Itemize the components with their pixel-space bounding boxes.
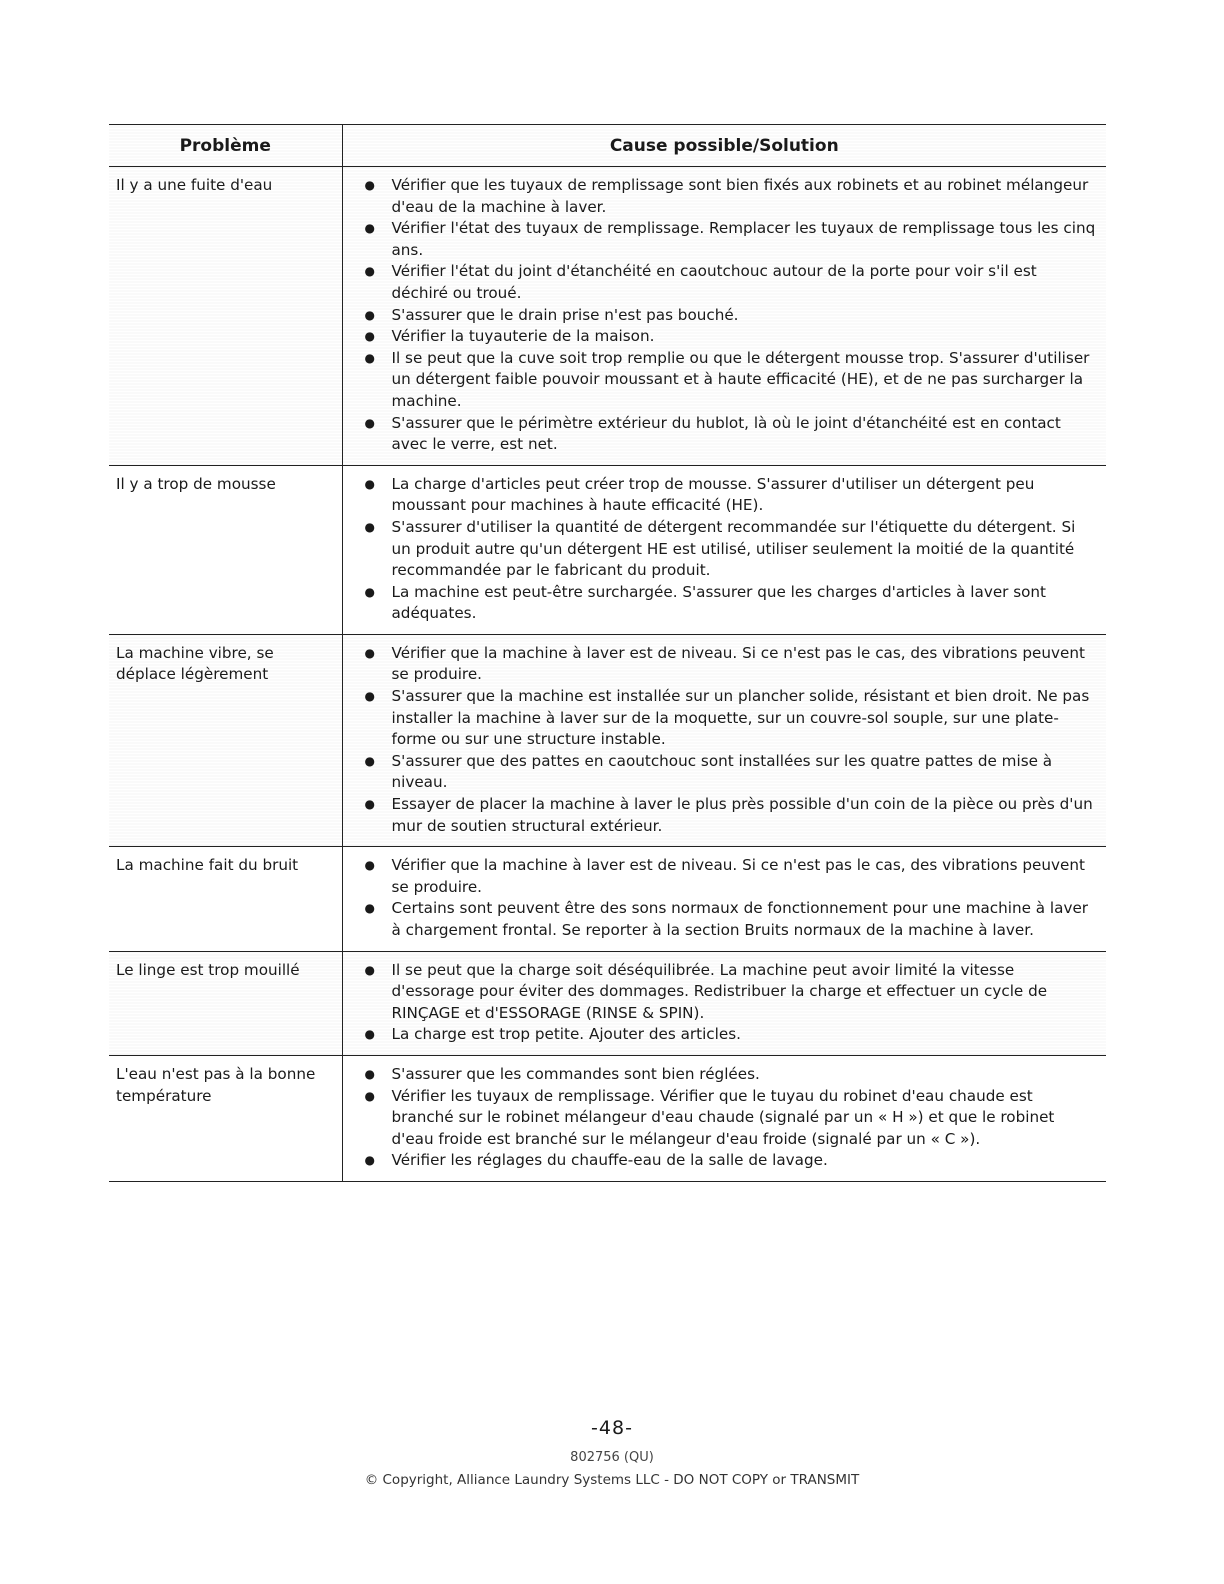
solution-list xyxy=(349,643,1101,837)
table-row xyxy=(109,167,1106,466)
bullet-icon: ● xyxy=(364,753,375,768)
list-item: ● Vérifier que les tuyaux de remplissage sont bien fixés aux robinets et au robinet mélangeur d'eau de la machine à laver. xyxy=(364,176,1089,216)
list-item: ● Certains sont peuvent être des sons normaux de fonctionnement pour une machine à laver à chargement frontal. Se reporter à la section Bruits normaux de la machine à laver. xyxy=(364,899,1089,939)
problem-text: Il y a trop de mousse xyxy=(116,474,276,493)
list-item: ● Vérifier que la machine à laver est de niveau. Si ce n'est pas le cas, des vibrations peuvent se produire. xyxy=(364,856,1085,896)
solution-list xyxy=(349,960,1101,1046)
problem-text: La machine vibre, se déplace légèrement xyxy=(116,643,274,684)
solution-list xyxy=(349,1064,1101,1172)
problem-text: Il y a une fuite d'eau xyxy=(116,176,273,194)
table-header-row xyxy=(109,125,1106,167)
problem-cell xyxy=(109,847,342,951)
list-item: ● Vérifier la tuyauterie de la maison. xyxy=(349,326,1101,348)
solution-cell xyxy=(342,951,1106,1055)
bullet-icon: ● xyxy=(364,1027,375,1042)
bullet-icon: ● xyxy=(364,1066,375,1081)
bullet-icon: ● xyxy=(364,584,375,599)
bullet-icon: ● xyxy=(364,1088,375,1103)
problem-cell xyxy=(109,634,342,846)
list-item: ● Vérifier les tuyaux de remplissage. Vérifier que le tuyau du robinet d'eau chaude est branché sur le robinet mélangeur d'eau chaude (signalé par un « H ») et que le robinet d'eau froide est branché sur le mélangeur d'eau froide (signalé par un « C »). xyxy=(364,1086,1055,1148)
bullet-icon: ● xyxy=(364,519,375,534)
problem-cell xyxy=(109,167,342,466)
list-item: ● S'assurer que les commandes sont bien réglées. xyxy=(349,1064,1101,1086)
solution-cell xyxy=(342,847,1106,951)
list-item: ● Il se peut que la cuve soit trop remplie ou que le détergent mousse trop. S'assurer d'utiliser un détergent faible pouvoir moussant et à haute efficacité (HE), et de ne pas surcharger la machine. xyxy=(364,348,1090,410)
list-item: ● La charge est trop petite. Ajouter des articles. xyxy=(349,1024,1101,1046)
table-row xyxy=(109,465,1106,634)
bullet-icon: ● xyxy=(364,476,375,491)
copyright-notice: © Copyright, Alliance Laundry Systems LLC - DO NOT COPY or TRANSMIT xyxy=(364,1472,860,1488)
header-problem: Problème xyxy=(109,125,342,167)
bullet-icon: ● xyxy=(364,1153,375,1168)
solution-cell xyxy=(342,167,1106,466)
bullet-icon: ● xyxy=(364,901,375,916)
document-number: 802756 (QU) xyxy=(570,1450,654,1465)
list-item: ● Vérifier les réglages du chauffe-eau de la salle de lavage. xyxy=(349,1150,1101,1172)
header-solution: Cause possible/Solution xyxy=(342,125,1106,167)
bullet-icon: ● xyxy=(364,797,375,812)
list-item: ● S'assurer que le périmètre extérieur du hublot, là où le joint d'étanchéité est en contact avec le verre, est net. xyxy=(364,413,1061,454)
problem-cell xyxy=(109,465,342,634)
bullet-icon: ● xyxy=(364,858,375,873)
solution-cell xyxy=(342,465,1106,634)
bullet-icon: ● xyxy=(364,415,375,430)
list-item: ● S'assurer que des pattes en caoutchouc sont installées sur les quatre pattes de mise à niveau. xyxy=(364,751,1053,792)
bullet-icon: ● xyxy=(364,645,375,660)
list-item: ● Il se peut que la charge soit déséquilibrée. La machine peut avoir limité la vitesse d'essorage pour éviter des dommages. Redistribuer la charge et effectuer un cycle de RINÇAGE et d'ESSORAGE (RINSE & SPIN). xyxy=(364,960,1048,1022)
bullet-icon: ● xyxy=(364,221,375,236)
table-row xyxy=(109,634,1106,846)
list-item: ● Essayer de placer la machine à laver le plus près possible d'un coin de la pièce ou près d'un mur de soutien structural extérieur. xyxy=(364,795,1093,835)
list-item: ● S'assurer que le drain prise n'est pas bouché. xyxy=(349,305,1101,327)
table-row xyxy=(109,1055,1106,1181)
bullet-icon: ● xyxy=(364,307,375,322)
troubleshooting-table xyxy=(109,124,1106,1182)
problem-cell xyxy=(109,1055,342,1181)
table-row xyxy=(109,847,1106,951)
list-item: ● La machine est peut-être surchargée. S'assurer que les charges d'articles à laver sont adéquates. xyxy=(364,582,1047,623)
list-item: ● S'assurer que la machine est installée sur un plancher solide, résistant et bien droit. Ne pas installer la machine à laver sur de la moquette, sur un couvre-sol souple, sur une plate-forme ou sur une structure instable. xyxy=(364,687,1090,749)
bullet-icon: ● xyxy=(364,178,375,192)
solution-list xyxy=(349,474,1101,625)
list-item: ● Vérifier que la machine à laver est de niveau. Si ce n'est pas le cas, des vibrations peuvent se produire. xyxy=(364,643,1085,684)
solution-list xyxy=(349,175,1101,456)
page-number: -48- xyxy=(591,1417,633,1439)
solution-cell xyxy=(342,1055,1106,1181)
bullet-icon: ● xyxy=(364,962,375,977)
bullet-icon: ● xyxy=(364,689,375,704)
list-item: ● La charge d'articles peut créer trop de mousse. S'assurer d'utiliser un détergent peu moussant pour machines à haute efficacité (HE). xyxy=(364,474,1035,515)
problem-cell xyxy=(109,951,342,1055)
problem-text: L'eau n'est pas à la bonne température xyxy=(116,1064,316,1105)
solution-list xyxy=(349,855,1101,941)
bullet-icon: ● xyxy=(364,350,375,365)
list-item: ● Vérifier l'état du joint d'étanchéité en caoutchouc autour de la porte pour voir s'il est déchiré ou troué. xyxy=(364,262,1037,302)
list-item: ● S'assurer d'utiliser la quantité de détergent recommandée sur l'étiquette du détergent. Si un produit autre qu'un détergent HE est utilisé, utiliser seulement la moitié de la quantité recommandée par le fabricant du produit. xyxy=(364,517,1076,580)
solution-cell xyxy=(342,634,1106,846)
bullet-icon: ● xyxy=(364,264,375,279)
bullet-icon: ● xyxy=(364,329,375,344)
list-item: ● Vérifier l'état des tuyaux de remplissage. Remplacer les tuyaux de remplissage tous les cinq ans. xyxy=(364,219,1096,259)
problem-text: La machine fait du bruit xyxy=(116,856,299,875)
problem-text: Le linge est trop mouillé xyxy=(116,960,300,979)
table-row xyxy=(109,951,1106,1055)
